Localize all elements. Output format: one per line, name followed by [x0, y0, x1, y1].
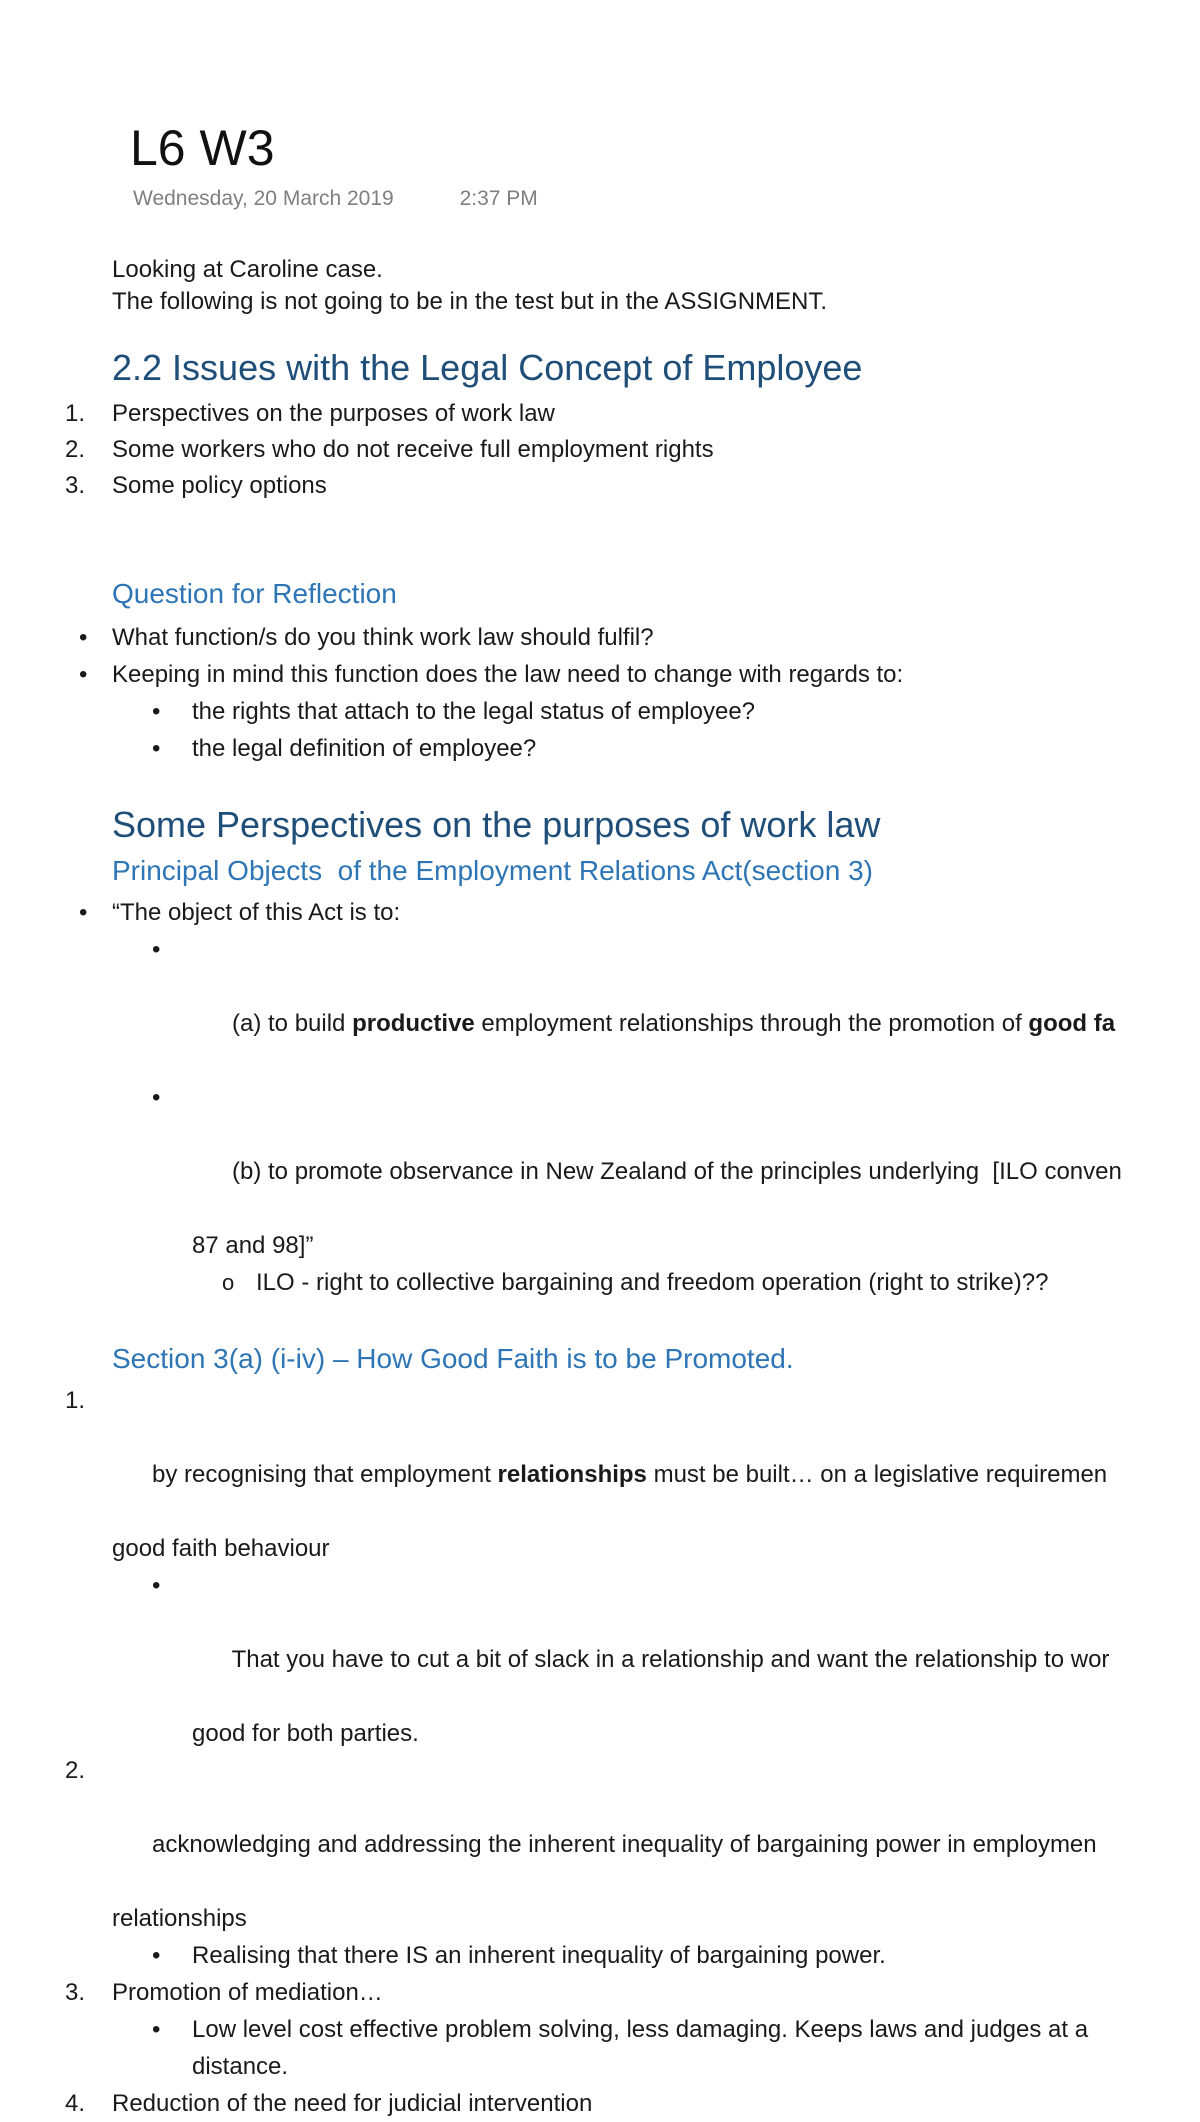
note-date: Wednesday, 20 March 2019	[133, 187, 394, 210]
bullet-marker: •	[152, 1572, 161, 1599]
note-title: L6 W3	[130, 120, 275, 176]
principal-objects-list	[0, 894, 1200, 1301]
sub-bullet-item	[0, 1079, 1200, 1227]
bullet-text: Keeping in mind this function does the law need to change with regards to:	[112, 661, 904, 688]
bullet-marker: •	[79, 661, 88, 688]
bullet-text: (b) to promote observance in New Zealand of the principles underlying [ILO conven	[232, 1158, 1122, 1185]
bullet-text: ILO - right to collective bargaining and freedom operation (right to strike)??	[256, 1269, 1049, 1296]
bullet-marker: •	[152, 698, 161, 725]
text-segment: employment relationships through the promotion of	[474, 1010, 1029, 1037]
bullet-item	[0, 619, 1200, 656]
note-time: 2:37 PM	[459, 187, 538, 210]
numbered-item	[0, 432, 1200, 468]
list-text: Promotion of mediation…	[112, 1979, 383, 2006]
numbered-item	[0, 1752, 1200, 1900]
intro-paragraph	[0, 254, 1200, 318]
list-text	[152, 1461, 1107, 1488]
continuation-line: 87 and 98]”	[192, 1232, 314, 1259]
sub-bullet-item	[0, 2011, 1200, 2048]
text-segment: by recognising that employment	[152, 1461, 498, 1488]
bullet-text: That you have to cut a bit of slack in a relationship and want the relationship to wor	[231, 1646, 1110, 1673]
bullet-marker: •	[152, 1084, 161, 1111]
text-segment: (a) to build	[232, 1010, 353, 1037]
bullet-marker: •	[152, 1942, 161, 1969]
intro-line: The following is not going to be in the test but in the ASSIGNMENT.	[112, 288, 828, 315]
bullet-marker: •	[152, 936, 161, 963]
list-text: Perspectives on the purposes of work law	[112, 400, 555, 427]
bold-text-segment: good fa	[1028, 1010, 1116, 1037]
list-number: 4.	[65, 2090, 86, 2117]
note-dateline	[133, 186, 1200, 212]
section-heading-reflection: Question for Reflection	[112, 578, 397, 609]
numbered-item	[0, 1382, 1200, 1530]
list-text: acknowledging and addressing the inherent inequality of bargaining power in employmen	[152, 1831, 1097, 1858]
bullet-text: Low level cost effective problem solving, less damaging. Keeps laws and judges at a	[192, 2016, 1089, 2043]
list-number: 3.	[65, 1979, 86, 2006]
numbered-item	[0, 468, 1200, 504]
numbered-item	[0, 396, 1200, 432]
list-number: 1.	[65, 400, 86, 427]
section-subheading-principal-objects: Principal Objects of the Employment Relations Act(section 3)	[112, 855, 874, 886]
list-number: 1.	[65, 1387, 86, 1414]
section-heading-perspectives: Some Perspectives on the purposes of work law	[112, 804, 881, 845]
bullet-text: the rights that attach to the legal status of employee?	[192, 698, 756, 725]
text-segment: must be built… on a legislative requiremen	[646, 1461, 1108, 1488]
bullet-text: What function/s do you think work law should fulfil?	[112, 624, 654, 651]
bullet-text: the legal definition of employee?	[192, 735, 537, 762]
bullet-marker: •	[152, 2016, 161, 2043]
list-number: 2.	[65, 1757, 86, 1784]
list-number: 3.	[65, 472, 86, 499]
good-faith-list	[0, 1382, 1200, 2122]
sub-bullet-item	[0, 730, 1200, 767]
circle-marker: o	[222, 1270, 235, 1295]
bullet-marker: •	[152, 735, 161, 762]
bullet-text	[232, 1010, 1115, 1037]
section-heading-issues: 2.2 Issues with the Legal Concept of Employee	[112, 347, 863, 388]
continuation-line: good for both parties.	[192, 1720, 419, 1747]
sub-bullet-item	[0, 693, 1200, 730]
bullet-marker: •	[79, 624, 88, 651]
intro-line: Looking at Caroline case.	[112, 256, 383, 283]
sub-bullet-item	[0, 1937, 1200, 1974]
reflection-list	[0, 619, 1200, 767]
list-text: Some policy options	[112, 472, 327, 499]
bullet-item	[0, 894, 1200, 931]
continuation-line: relationships	[112, 1905, 247, 1932]
continuation-line: good faith behaviour	[112, 1535, 330, 1562]
list-text: Some workers who do not receive full employment rights	[112, 436, 714, 463]
bold-text-segment: relationships	[497, 1461, 647, 1488]
issues-list	[0, 396, 1200, 504]
numbered-item	[0, 2085, 1200, 2122]
bullet-item	[0, 656, 1200, 693]
bullet-text: “The object of this Act is to:	[112, 899, 401, 926]
list-text: Reduction of the need for judicial intervention	[112, 2090, 593, 2117]
bold-text-segment: productive	[352, 1010, 475, 1037]
bullet-text: Realising that there IS an inherent inequality of bargaining power.	[192, 1942, 886, 1969]
continuation-line: distance.	[192, 2053, 289, 2080]
sub-bullet-item	[0, 1567, 1200, 1715]
section-heading-good-faith: Section 3(a) (i-iv) – How Good Faith is to be Promoted.	[112, 1343, 794, 1374]
sub-bullet-item	[0, 931, 1200, 1079]
bullet-marker: •	[79, 899, 88, 926]
list-number: 2.	[65, 436, 86, 463]
numbered-item	[0, 1974, 1200, 2011]
circle-bullet-item	[0, 1264, 1200, 1301]
